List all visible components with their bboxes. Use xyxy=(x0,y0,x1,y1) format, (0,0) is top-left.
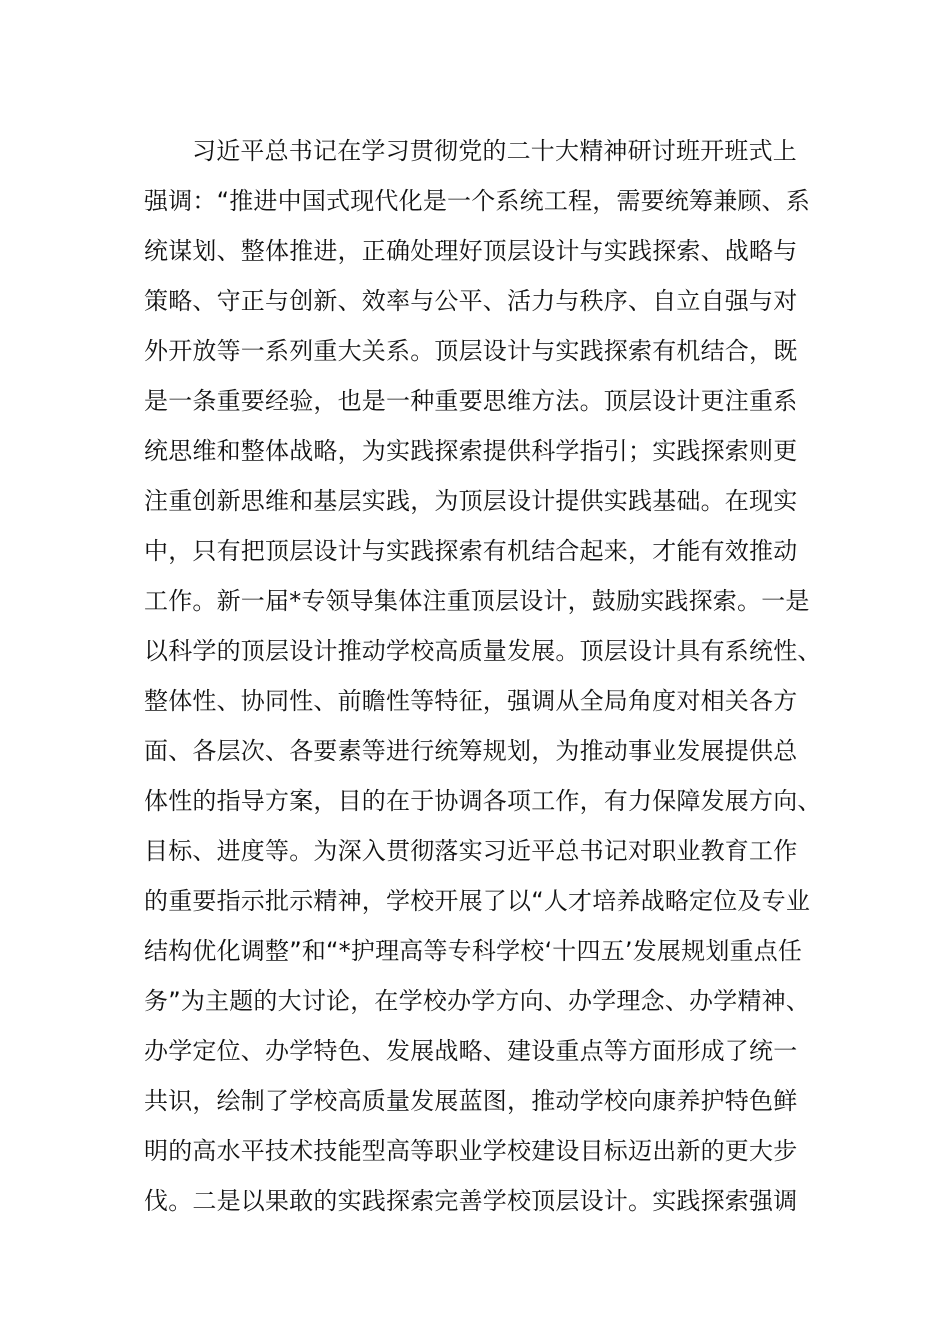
paragraph-line-10: 工作。新一届*专领导集体注重顶层设计，鼓励实践探索。一是 xyxy=(144,587,810,615)
paragraph-line-15: 目标、进度等。为深入贯彻落实习近平总书记对职业教育工作 xyxy=(144,837,798,865)
paragraph-line-20: 共识，绘制了学校高质量发展蓝图，推动学校向康养护特色鲜 xyxy=(144,1087,798,1115)
paragraph-line-4: 策略、守正与创新、效率与公平、活力与秩序、自立自强与对 xyxy=(144,287,798,315)
paragraph-line-12: 整体性、协同性、前瞻性等特征，强调从全局角度对相关各方 xyxy=(144,687,798,715)
paragraph-line-11: 以科学的顶层设计推动学校高质量发展。顶层设计具有系统性、 xyxy=(144,637,822,665)
paragraph-line-13: 面、各层次、各要素等进行统筹规划，为推动事业发展提供总 xyxy=(144,737,798,765)
paragraph-line-7: 统思维和整体战略，为实践探索提供科学指引；实践探索则更 xyxy=(144,437,798,465)
paragraph-line-1: 习近平总书记在学习贯彻党的二十大精神研讨班开班式上 xyxy=(192,137,797,165)
body-paragraph xyxy=(144,126,824,1226)
paragraph-line-3: 统谋划、整体推进，正确处理好顶层设计与实践探索、战略与 xyxy=(144,237,798,265)
paragraph-line-2: 强调：“推进中国式现代化是一个系统工程，需要统筹兼顾、系 xyxy=(144,187,811,215)
paragraph-line-17: 结构优化调整”和“*护理高等专科学校‘十四五’发展规划重点任 xyxy=(144,937,803,965)
paragraph-line-21: 明的高水平技术技能型高等职业学校建设目标迈出新的更大步 xyxy=(144,1137,798,1165)
paragraph-line-16: 的重要指示批示精神，学校开展了以“人才培养战略定位及专业 xyxy=(144,887,811,915)
paragraph-line-14: 体性的指导方案，目的在于协调各项工作，有力保障发展方向、 xyxy=(144,787,822,815)
paragraph-line-8: 注重创新思维和基层实践，为顶层设计提供实践基础。在现实 xyxy=(144,487,798,515)
paragraph-line-6: 是一条重要经验，也是一种重要思维方法。顶层设计更注重系 xyxy=(144,387,798,415)
paragraph-line-22: 伐。二是以果敢的实践探索完善学校顶层设计。实践探索强调 xyxy=(144,1187,798,1215)
paragraph-line-18: 务”为主题的大讨论，在学校办学方向、办学理念、办学精神、 xyxy=(144,987,811,1015)
paragraph-line-5: 外开放等一系列重大关系。顶层设计与实践探索有机结合，既 xyxy=(144,337,798,365)
paragraph-line-19: 办学定位、办学特色、发展战略、建设重点等方面形成了统一 xyxy=(144,1037,798,1065)
paragraph-line-9: 中，只有把顶层设计与实践探索有机结合起来，才能有效推动 xyxy=(144,537,798,565)
